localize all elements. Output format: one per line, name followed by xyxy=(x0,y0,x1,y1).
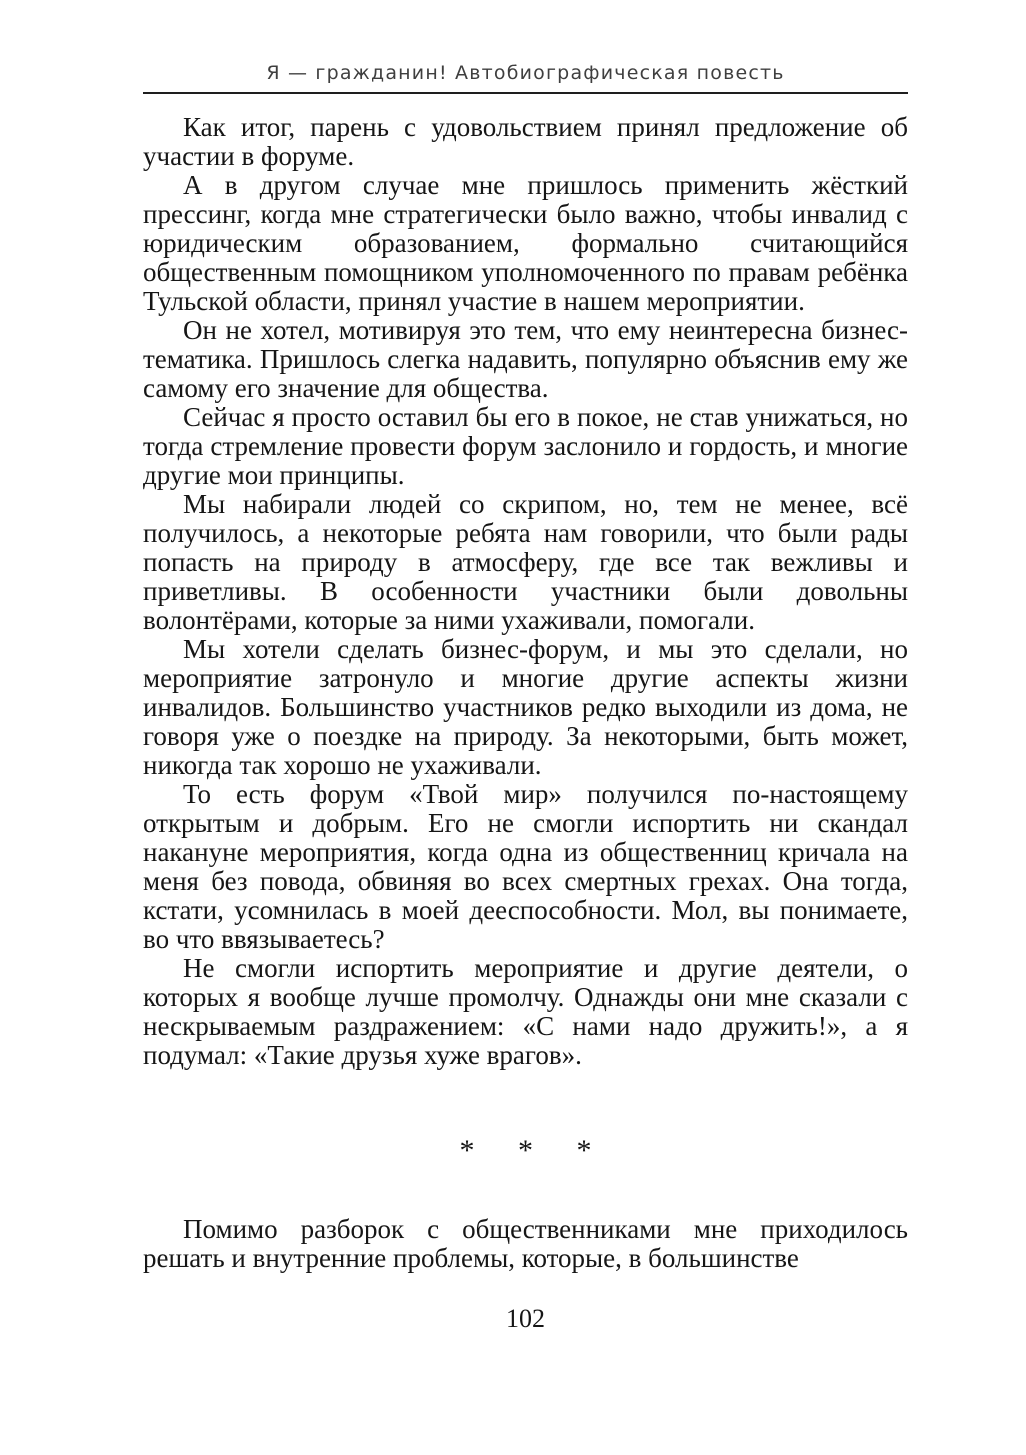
body-section-2 xyxy=(143,1215,908,1273)
paragraph: Не смогли испортить мероприятие и другие деятели, о которых я вообще лучше промолчу. Однажды они мне сказали с нескрываемым раздражением: «С нами надо дружить!», а я подумал: «Такие друзья хуже врагов». xyxy=(143,953,908,1070)
paragraph: Сейчас я просто оставил бы его в покое, не став унижаться, но тогда стремление провести форум заслонило и гордость, и многие другие мои принципы. xyxy=(143,402,908,490)
body-section-1 xyxy=(143,113,908,1070)
paragraph: Помимо разборок с общественниками мне приходилось решать и внутренние проблемы, которые, в большинстве xyxy=(143,1214,908,1273)
paragraph: А в другом случае мне пришлось применить жёсткий прессинг, когда мне стратегически было важно, чтобы инвалид с юридическим образованием, формально считающийся общественным помощником уполномоченного по правам ребёнка Тульской области, принял участие в нашем мероприятии. xyxy=(143,170,908,316)
page-number: 102 xyxy=(506,1304,545,1333)
paragraph: Он не хотел, мотивируя это тем, что ему неинтересна бизнес-тематика. Пришлось слегка надавить, популярно объяснив ему же самому его значение для общества. xyxy=(143,315,908,403)
page-footer xyxy=(143,1304,908,1333)
text-block xyxy=(143,61,908,1333)
section-separator: * * * xyxy=(459,1134,592,1167)
header-rule xyxy=(143,92,908,94)
page-body xyxy=(143,113,908,1273)
running-title: Я — гражданин! Автобиографическая повесть xyxy=(266,62,785,84)
paragraph: Мы хотели сделать бизнес-форум, и мы это сделали, но мероприятие затронуло и многие другие аспекты жизни инвалидов. Большинство участников редко выходили из дома, не говоря уже о поездке на природу. За некоторыми, быть может, никогда так хорошо не ухаживали. xyxy=(143,634,908,780)
paragraph: Как итог, парень с удовольствием принял предложение об участии в форуме. xyxy=(143,112,908,171)
paragraph: То есть форум «Твой мир» получился по-настоящему открытым и добрым. Его не смогли испортить ни скандал накануне мероприятия, когда одна из общественниц кричала на меня без повода, обвиняя во всех смертных грехах. Она тогда, кстати, усомнилась в моей дееспособности. Мол, вы понимаете, во что ввязываетесь? xyxy=(143,779,908,954)
page-header xyxy=(143,61,908,94)
paragraph: Мы набирали людей со скрипом, но, тем не менее, всё получилось, а некоторые ребята нам говорили, что были рады попасть на природу в атмосферу, где все так вежливы и приветливы. В особенности участники были довольны волонтёрами, которые за ними ухаживали, помогали. xyxy=(143,489,908,635)
